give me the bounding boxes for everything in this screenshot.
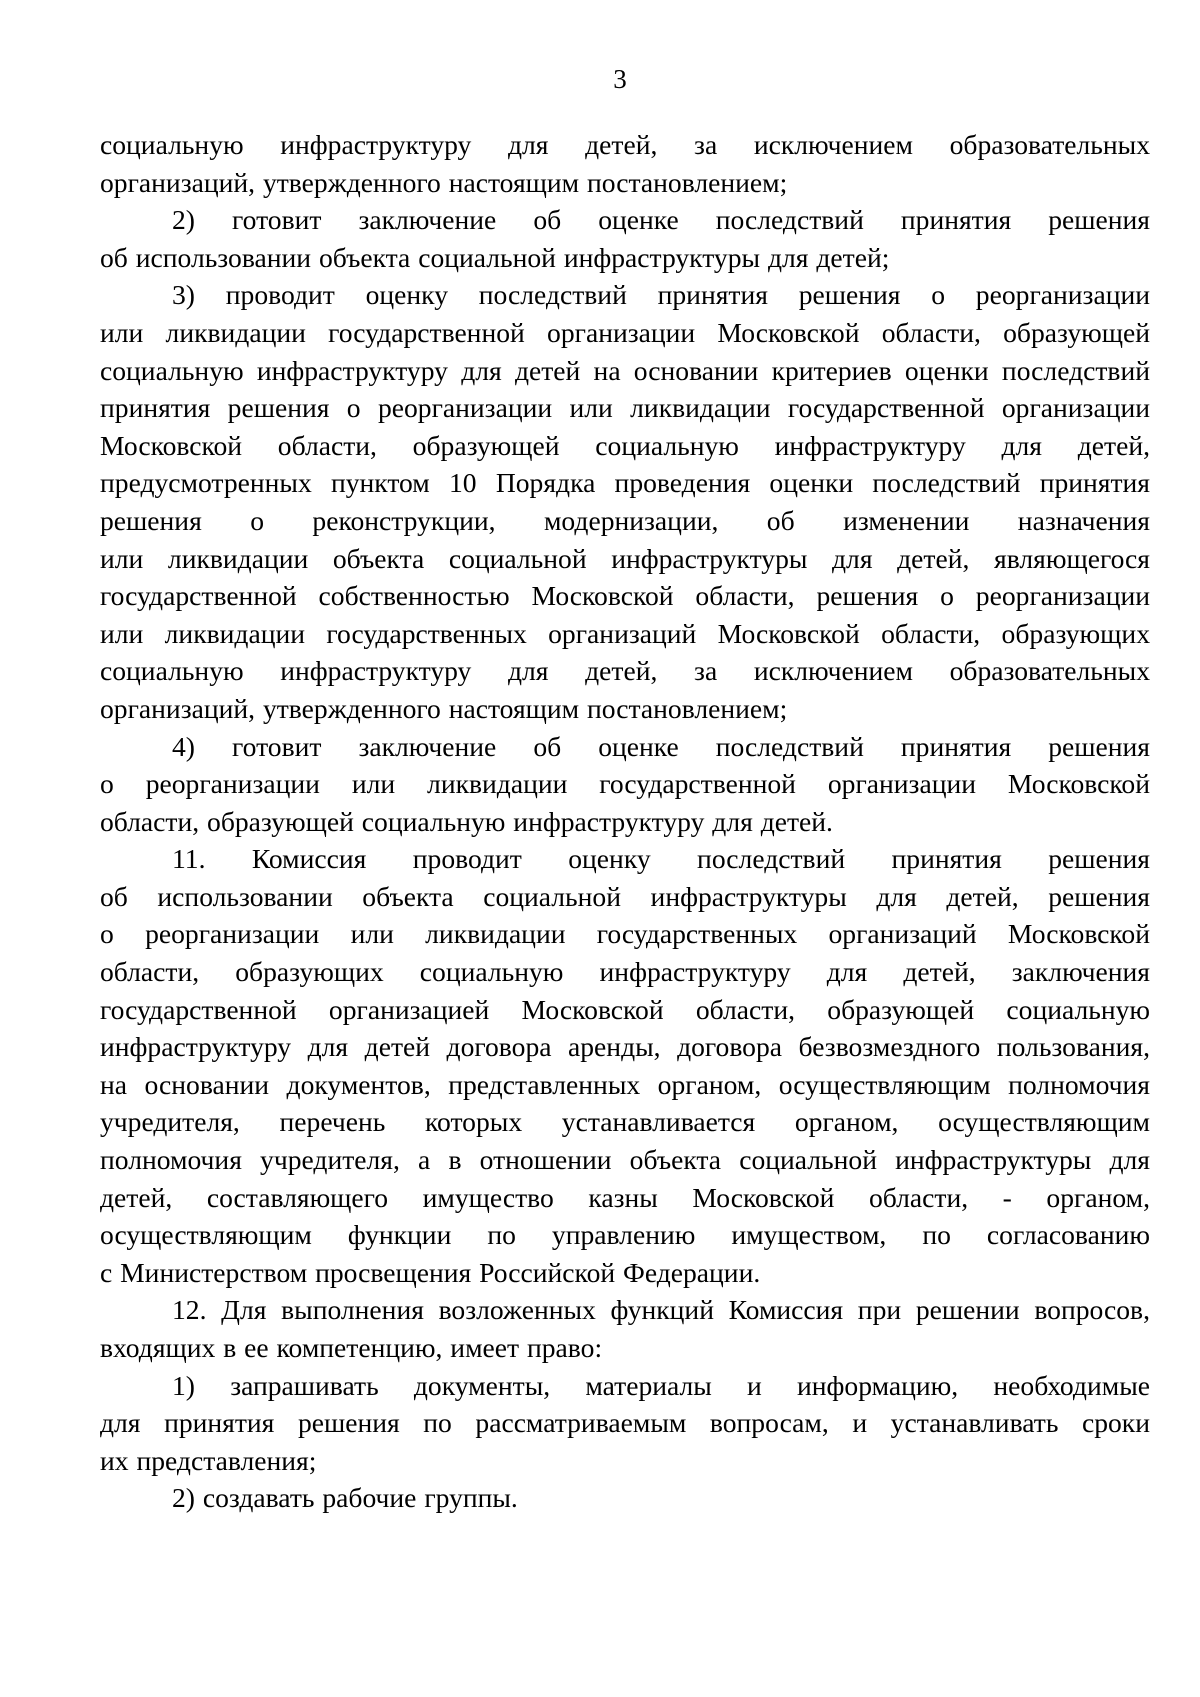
text-line: инфраструктуру для детей договора аренды, договора безвозмездного пользования,	[100, 1031, 1150, 1063]
paragraph	[100, 1291, 1150, 1366]
text-line: области, образующих социальную инфраструктуру для детей, заключения	[100, 956, 1150, 988]
text-line: входящих в ее компетенцию, имеет право:	[100, 1332, 603, 1363]
text-line: или ликвидации объекта социальной инфраструктуры для детей, являющегося	[100, 542, 1150, 574]
text-line: или ликвидации государственных организаций Московской области, образующих	[100, 617, 1150, 649]
text-line: на основании документов, представленных органом, осуществляющим полномочия	[100, 1068, 1150, 1100]
text-line: организаций, утвержденного настоящим постановлением;	[100, 166, 788, 198]
text-line: их представления;	[100, 1444, 317, 1476]
text-line: 3) проводит оценку последствий принятия решения о реорганизации	[172, 279, 1150, 311]
text-line: социальную инфраструктуру для детей на основании критериев оценки последствий	[100, 354, 1150, 386]
text-line: с Министерством просвещения Российской Федерации.	[100, 1256, 761, 1288]
text-line: детей, составляющего имущество казны Московской области, - органом,	[100, 1181, 1150, 1213]
document-body	[100, 126, 1150, 1517]
paragraph	[100, 840, 1150, 1291]
text-line: или ликвидации государственной организации Московской области, образующей	[100, 316, 1150, 348]
paragraph	[100, 276, 1150, 727]
text-line: об использовании объекта социальной инфраструктуры для детей;	[100, 241, 890, 273]
text-line: 12. Для выполнения возложенных функций Комиссия при решении вопросов,	[172, 1294, 1150, 1326]
text-line: организаций, утвержденного настоящим постановлением;	[100, 692, 788, 724]
text-line: 2) готовит заключение об оценке последствий принятия решения	[172, 204, 1150, 236]
paragraph	[100, 126, 1150, 201]
text-line: решения о реконструкции, модернизации, об изменении назначения	[100, 504, 1150, 536]
text-line: социальную инфраструктуру для детей, за исключением образовательных	[100, 655, 1150, 687]
text-line: 4) готовит заключение об оценке последствий принятия решения	[172, 730, 1150, 762]
text-line: принятия решения о реорганизации или ликвидации государственной организации	[100, 392, 1150, 424]
page-number: 3	[613, 64, 627, 94]
paragraph	[100, 1367, 1150, 1480]
text-line: об использовании объекта социальной инфраструктуры для детей, решения	[100, 880, 1150, 912]
text-line: полномочия учредителя, а в отношении объекта социальной инфраструктуры для	[100, 1144, 1150, 1176]
text-line: государственной собственностью Московской области, решения о реорганизации	[100, 580, 1150, 612]
text-line: о реорганизации или ликвидации государственной организации Московской	[100, 768, 1150, 800]
text-line: 1) запрашивать документы, материалы и информацию, необходимые	[172, 1369, 1150, 1401]
text-line: для принятия решения по рассматриваемым вопросам, и устанавливать сроки	[100, 1407, 1150, 1439]
text-line: о реорганизации или ликвидации государственных организаций Московской	[100, 918, 1150, 950]
text-line: предусмотренных пунктом 10 Порядка проведения оценки последствий принятия	[100, 467, 1150, 499]
paragraph	[100, 1479, 1150, 1517]
text-line: государственной организацией Московской области, образующей социальную	[100, 993, 1150, 1025]
text-line: Московской области, образующей социальную инфраструктуру для детей,	[100, 429, 1150, 461]
paragraph	[100, 201, 1150, 276]
paragraph	[100, 728, 1150, 841]
text-line: осуществляющим функции по управлению имуществом, по согласованию	[100, 1219, 1150, 1251]
text-line: социальную инфраструктуру для детей, за исключением образовательных	[100, 129, 1150, 160]
text-line: области, образующей социальную инфраструктуру для детей.	[100, 805, 833, 837]
text-line: учредителя, перечень которых устанавливается органом, осуществляющим	[100, 1106, 1150, 1138]
text-line: 11. Комиссия проводит оценку последствий принятия решения	[172, 843, 1150, 875]
text-line: 2) создавать рабочие группы.	[172, 1482, 518, 1514]
